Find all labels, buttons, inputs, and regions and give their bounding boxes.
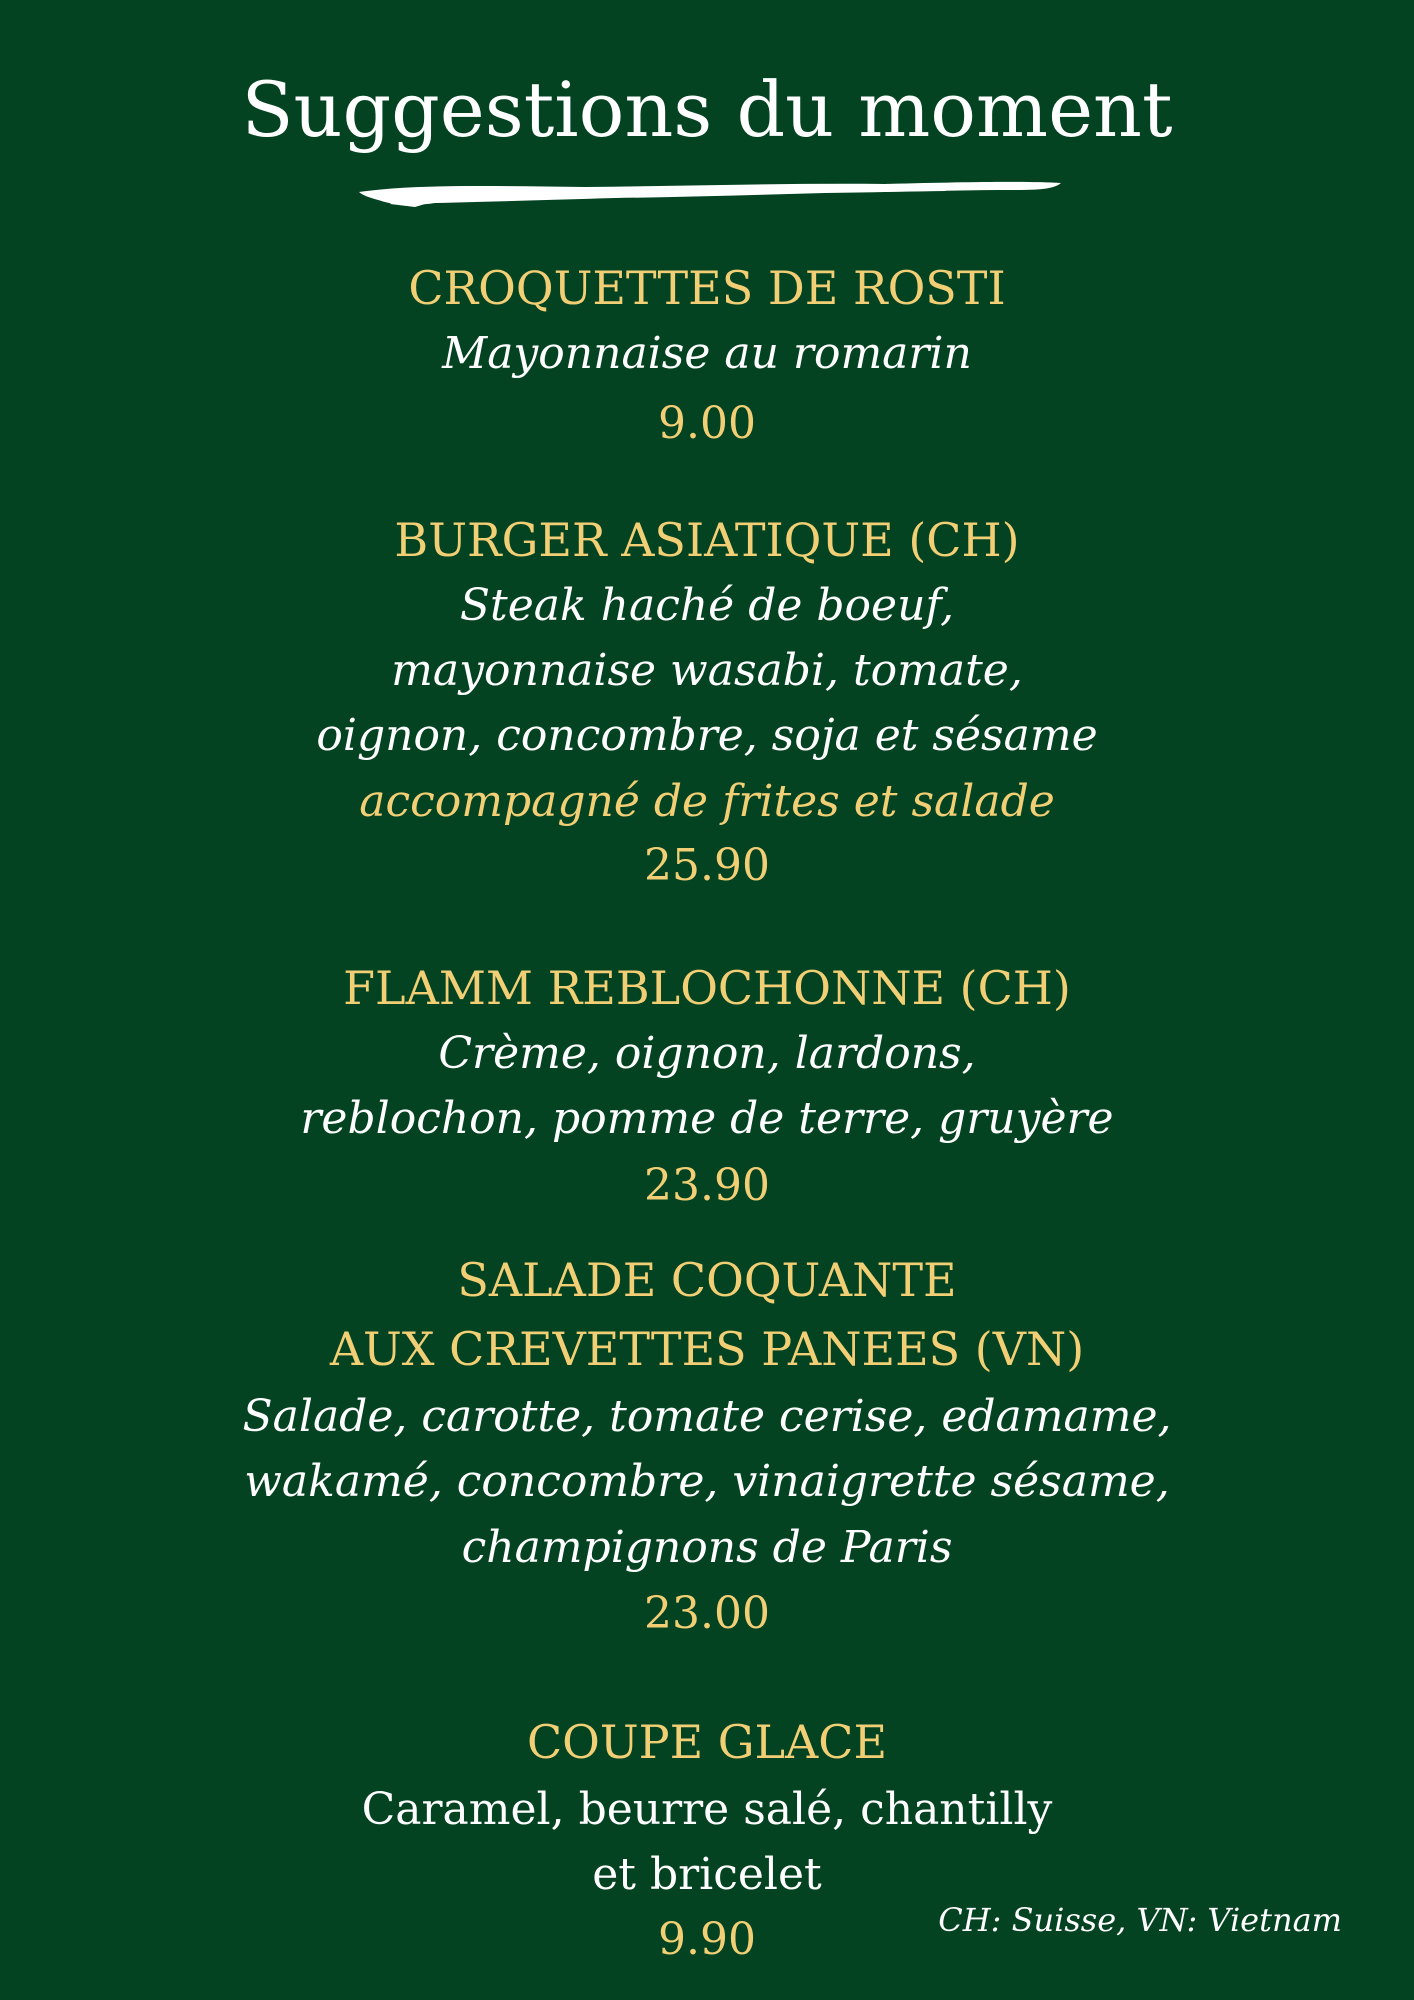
dish-name-flamm: FLAMM REBLOCHONNE (CH) [343, 961, 1071, 1015]
dish-price: 23.90 [644, 1160, 770, 1211]
dish-description: oignon, concombre, soja et sésame [316, 710, 1098, 761]
dish-name-croquettes: CROQUETTES DE ROSTI [408, 261, 1006, 315]
dish-description: Mayonnaise au romarin [442, 328, 972, 379]
dish-description: Steak haché de boeuf, [459, 580, 955, 631]
dish-price: 25.90 [644, 840, 770, 891]
origin-legend: CH: Suisse, VN: Vietnam [938, 1901, 1342, 1939]
dish-description: Salade, carotte, tomate cerise, edamame, [242, 1391, 1172, 1442]
dish-name-coupe-glace: COUPE GLACE [526, 1715, 888, 1769]
dish-side: accompagné de frites et salade [359, 776, 1055, 827]
dish-price: 9.90 [658, 1914, 756, 1965]
dish-description: et bricelet [592, 1849, 822, 1900]
dish-description: champignons de Paris [461, 1522, 953, 1573]
dish-name-salade: SALADE COQUANTE [457, 1253, 957, 1307]
dish-description: mayonnaise wasabi, tomate, [391, 645, 1023, 696]
menu-title: Suggestions du moment [241, 65, 1173, 154]
dish-description: Crème, oignon, lardons, [438, 1028, 976, 1079]
brush-underline [355, 178, 1065, 210]
dish-description: wakamé, concombre, vinaigrette sésame, [244, 1456, 1170, 1507]
dish-price: 23.00 [644, 1588, 770, 1639]
dish-price: 9.00 [658, 398, 756, 449]
dish-description: reblochon, pomme de terre, gruyère [300, 1093, 1114, 1144]
dish-name-burger: BURGER ASIATIQUE (CH) [394, 513, 1020, 567]
dish-name-salade-line2: AUX CREVETTES PANEES (VN) [329, 1322, 1085, 1376]
dish-description: Caramel, beurre salé, chantilly [361, 1784, 1053, 1835]
